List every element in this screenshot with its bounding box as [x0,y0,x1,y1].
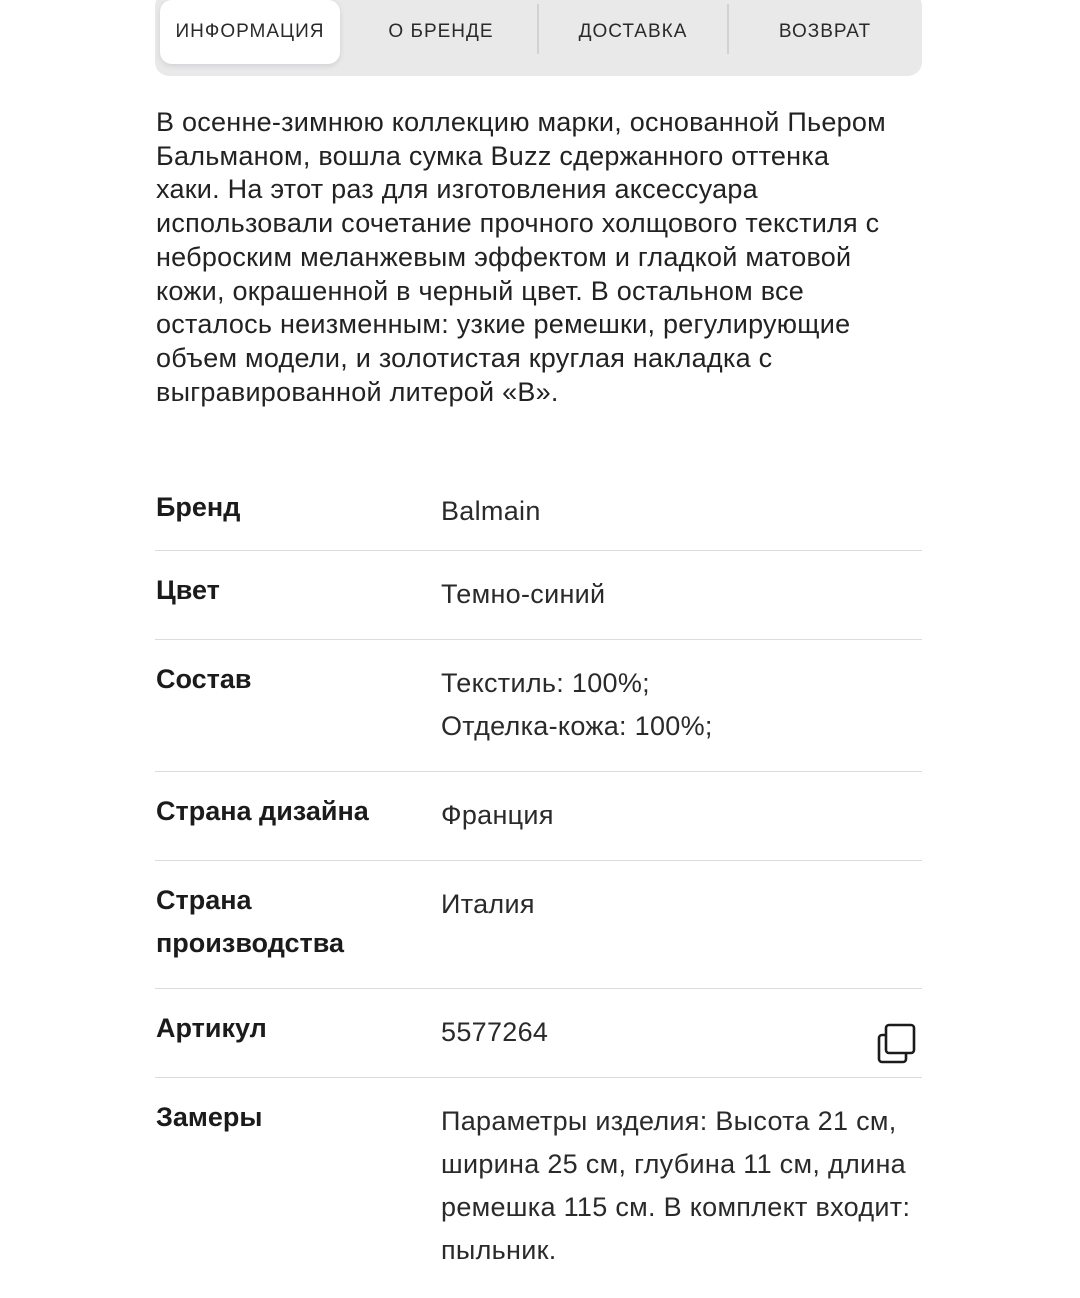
property-value: 5577264 [441,1017,549,1047]
property-row-sku [155,989,922,1078]
copy-icon[interactable] [876,1023,918,1065]
tab-information[interactable]: ИНФОРМАЦИЯ [160,0,340,64]
product-properties [155,468,922,1298]
property-label: Бренд [156,492,241,522]
tab-brand[interactable]: О БРЕНДЕ [388,21,494,42]
property-label: Замеры [156,1102,263,1132]
tab-delivery[interactable]: ДОСТАВКА [578,21,688,42]
property-row-design-country [155,772,922,861]
property-value: Темно-синий [441,579,606,609]
property-label: Страна дизайна [156,796,369,826]
property-row-measurements [155,1078,922,1298]
property-value [441,662,921,748]
property-row-production-country [155,861,922,989]
property-label: Цвет [156,575,220,605]
composition-line: Текстиль: 100%; [441,668,650,698]
property-label: Страна производства [156,885,344,958]
property-value: Италия [441,889,535,919]
tab-bar [155,0,922,76]
product-description: В осенне-зимнюю коллекцию марки, основанной Пьером Бальманом, вошла сумка Buzz сдержанного оттенка хаки. На этот раз для изготовления аксессуара использовали сочетание прочного холщового текстиля с неброским меланжевым эффектом и гладкой матовой кожи, окрашенной в черный цвет. В остальном все осталось неизменным: узкие ремешки, регулирующие объем модели, и золотистая круглая накладка с выгравированной литерой «В». [156,107,886,407]
tab-returns[interactable]: ВОЗВРАТ [778,21,872,42]
property-label: Состав [156,664,252,694]
composition-line: Отделка-кожа: 100%; [441,711,713,741]
property-row-composition [155,640,922,772]
property-value: Balmain [441,496,541,526]
property-value: Франция [441,800,554,830]
property-value: Параметры изделия: Высота 21 см, ширина 25 см, глубина 11 см, длина ремешка 115 см. В комплект входит: пыльник. [441,1106,911,1265]
property-label: Артикул [156,1013,267,1043]
property-row-brand [155,468,922,551]
property-row-color [155,551,922,640]
